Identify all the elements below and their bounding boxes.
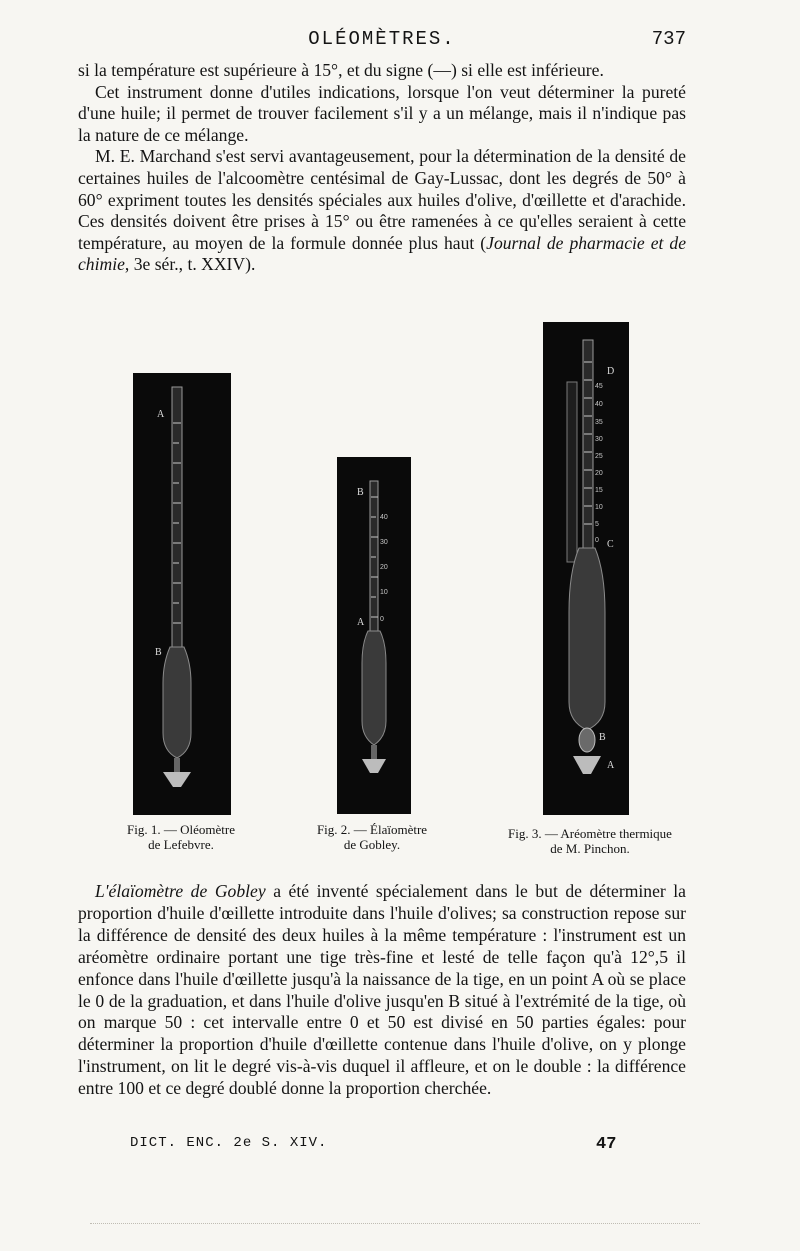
figure-1-image xyxy=(133,373,231,815)
elaiometer-illustration xyxy=(337,457,411,814)
fig3-label-a: A xyxy=(607,760,615,771)
figure-3-caption xyxy=(490,826,690,856)
page-footer xyxy=(130,1135,630,1159)
fig3-tick-25: 25 xyxy=(595,453,603,460)
fig3-tick-20: 20 xyxy=(595,470,603,477)
fig3-tick-40: 40 xyxy=(595,401,603,408)
figure-1-caption xyxy=(106,822,256,852)
journal-reference-volume: , 3e sér., t. XXIV). xyxy=(124,254,256,275)
figure-3-caption-line2: de M. Pinchon. xyxy=(550,841,630,856)
fig3-label-b: B xyxy=(599,732,606,743)
paragraph-gobley xyxy=(78,881,686,1100)
fig1-label-a: A xyxy=(157,409,165,420)
fig2-tick-20: 20 xyxy=(380,564,388,571)
fig2-tick-0: 0 xyxy=(380,616,384,623)
sheet-number: 47 xyxy=(596,1135,617,1154)
figure-1-caption-line1: Fig. 1. — Oléomètre xyxy=(127,822,235,837)
printer-signature: DICT. ENC. 2e S. XIV. xyxy=(130,1135,328,1151)
figure-2-caption-line2: de Gobley. xyxy=(343,837,401,852)
figure-2-image xyxy=(337,457,411,814)
fig3-tick-5: 5 xyxy=(595,521,599,528)
fig2-tick-10: 10 xyxy=(380,589,388,596)
fig2-label-b: B xyxy=(357,487,364,498)
paragraph-instrument: Cet instrument donne d'utiles indications, lorsque l'on veut déterminer la pureté d'une huile; il permet de trouver facilement s'il y a un mélange, mais il n'indique pas la nature de ce mélange. xyxy=(78,81,686,145)
fig3-tick-0: 0 xyxy=(595,537,599,544)
fig3-label-d: D xyxy=(607,366,615,377)
fig3-label-c: C xyxy=(607,539,614,550)
page-header xyxy=(78,28,686,52)
figure-3-caption-line1: Fig. 3. — Aréomètre thermique xyxy=(508,826,672,841)
bottom-dotted-rule xyxy=(90,1215,700,1224)
figure-1-caption-line2: de Lefebvre. xyxy=(148,837,214,852)
fig3-tick-45: 45 xyxy=(595,383,603,390)
figure-3-image xyxy=(543,322,629,815)
paragraph-marchand-text: M. E. Marchand s'est servi avantageusement, pour la détermination de la densité de certaines huiles de l'alcoomètre centésimal de Gay-Lussac, dont les degrés de 50° à 60° expriment toutes les densités spéciales aux huiles d'olive, d'œillette et d'arachide. Ces densités doivent être prises à 15° ou être ramenées à ce qu'elles seraient à cette température, au moyen de la formule donnée plus haut ( xyxy=(78,146,686,253)
fig2-tick-30: 30 xyxy=(380,539,388,546)
thermal-areometer-illustration xyxy=(543,322,629,815)
fig2-tick-40: 40 xyxy=(380,514,388,521)
figure-2-caption xyxy=(302,822,442,852)
paragraph-gobley-lead: L'élaïomètre de Gobley xyxy=(95,881,266,901)
fig3-tick-15: 15 xyxy=(595,487,603,494)
paragraph-marchand xyxy=(78,146,686,276)
fig3-tick-10: 10 xyxy=(595,504,603,511)
fig3-tick-30: 30 xyxy=(595,436,603,443)
top-text xyxy=(78,60,686,276)
paragraph-gobley-text: a été inventé spécialement dans le but de déterminer la proportion d'huile d'œillette introduite dans l'huile d'olives; sa construction repose sur la différence de densité des deux huiles à la même température : l'instrument est un aréomètre ordinaire portant une tige très-fine et lesté de telle façon qu'à 12°,5 il enfonce dans l'huile d'œillette jusqu'à la naissance de la tige, en un point A où se place le 0 de la graduation, et dans l'huile d'olive jusqu'en B situé à l'extrémité de la tige, où on marque 50 : cet intervalle entre 0 et 50 est divisé en 50 parties égales: pour déterminer la proportion d'huile d'œillette contenue dans l'huile d'olive, on y plonge l'instrument, on lit le degré vis-à-vis duquel il affleure, et on le double : la différence entre 100 et ce degré doublé donne la proportion cherchée. xyxy=(78,881,686,1099)
journal-reference-title: Journal de pharmacie et de chimie xyxy=(78,232,687,275)
fig2-label-a: A xyxy=(357,617,365,628)
running-title: OLÉOMÈTRES. xyxy=(308,28,456,50)
fig1-label-b: B xyxy=(155,647,162,658)
oleometer-illustration xyxy=(133,373,231,815)
page-number: 737 xyxy=(651,28,686,50)
fig3-tick-35: 35 xyxy=(595,419,603,426)
bottom-text xyxy=(78,881,686,1100)
paragraph-continuation: si la température est supérieure à 15°, et du signe (—) si elle est inférieure. xyxy=(78,60,604,80)
figure-2-caption-line1: Fig. 2. — Élaïomètre xyxy=(316,822,428,837)
